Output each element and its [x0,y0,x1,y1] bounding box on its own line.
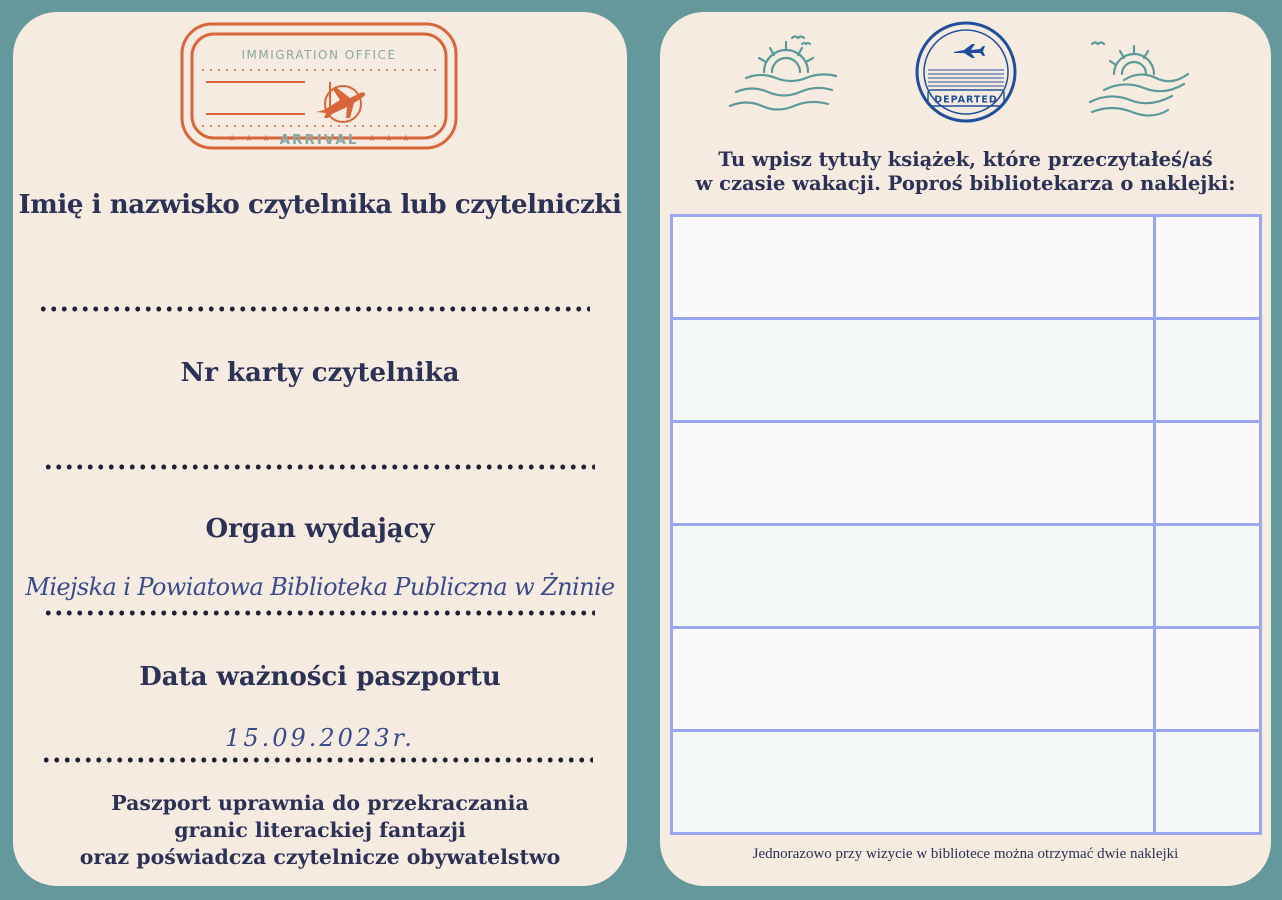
table-row [672,525,1261,628]
book-title-cell[interactable] [672,319,1155,422]
issuer-line [43,610,595,616]
footer-line: Paszport uprawnia do przekraczania [111,791,529,815]
table-row [672,319,1261,422]
reading-instructions [660,148,1271,196]
sticker-note: Jednorazowo przy wizycie w bibliotece można otrzymać dwie naklejki [752,846,1179,862]
stamp-top-text: IMMIGRATION OFFICE [241,48,397,62]
card-number-line[interactable] [43,464,595,470]
departed-text: DEPARTED [934,94,998,106]
sticker-cell[interactable] [1155,422,1261,525]
passport-footer [13,790,627,871]
footer-line: oraz poświadcza czytelnicze obywatelstwo [79,845,561,869]
book-title-cell[interactable] [672,628,1155,731]
sticker-cell[interactable] [1155,731,1261,834]
book-title-cell[interactable] [672,731,1155,834]
issuer-value: Miejska i Powiatowa Biblioteka Publiczna w Żninie [25,573,615,601]
stamp-stars-left: ★ ★ ★ [228,134,273,144]
holder-name-line[interactable] [38,306,590,312]
validity-label: Data ważności paszportu [139,662,501,692]
table-row [672,422,1261,525]
table-row [672,628,1261,731]
instruction-line: w czasie wakacji. Poproś bibliotekarza o naklejki: [695,172,1236,195]
sticker-cell[interactable] [1155,525,1261,628]
table-row [672,731,1261,834]
book-title-cell[interactable] [672,216,1155,319]
book-title-cell[interactable] [672,525,1155,628]
holder-name-label: Imię i nazwisko czytelnika lub czytelniczki [18,190,622,220]
sun-waves-icon [726,30,846,120]
departed-stamp [914,20,1018,124]
footer-line: granic literackiej fantazji [174,818,466,842]
sticker-cell[interactable] [1155,319,1261,422]
validity-line [41,757,593,763]
sun-waves-icon [1084,34,1200,120]
issuer-label: Organ wydający [205,514,435,544]
sticker-cell[interactable] [1155,628,1261,731]
validity-value: 15.09.2023r. [225,724,415,752]
instruction-line: Tu wpisz tytuły książek, które przeczytałeś/aś [718,148,1213,171]
passport-identity-page [13,12,627,886]
airplane-icon [310,80,368,124]
card-number-label: Nr karty czytelnika [180,358,460,388]
airplane-icon [954,44,985,58]
table-row [672,216,1261,319]
book-title-cell[interactable] [672,422,1155,525]
arrival-stamp [180,22,458,150]
stamp-stars-right: ★ ★ ★ [368,134,413,144]
passport-reading-log-page [660,12,1271,886]
stamp-bottom-text: ARRIVAL [279,132,359,148]
sticker-cell[interactable] [1155,216,1261,319]
books-table [670,214,1262,835]
